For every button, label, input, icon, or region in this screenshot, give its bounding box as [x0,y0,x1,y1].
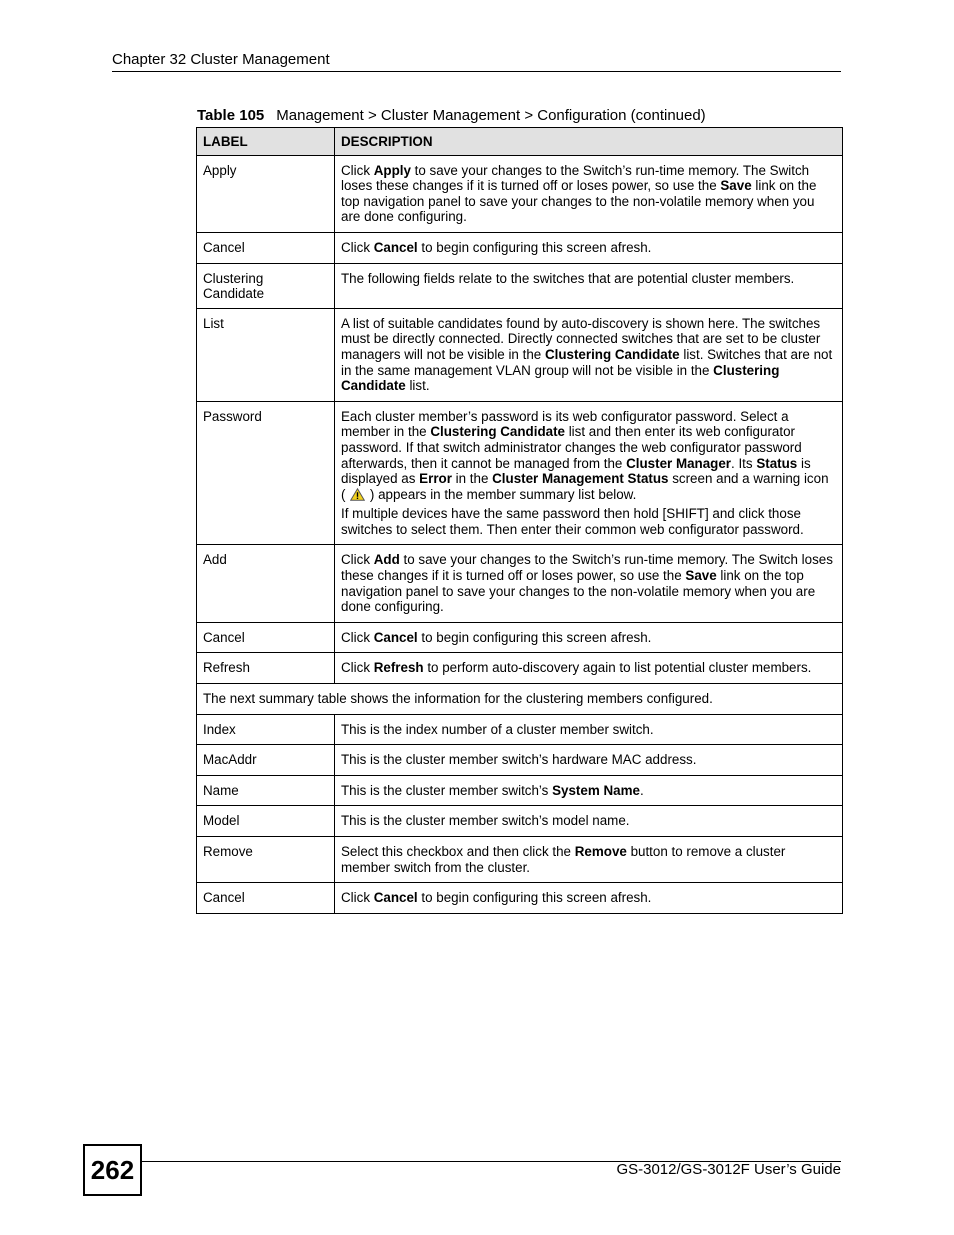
row-description: Click Refresh to perform auto-discovery again to list potential cluster members. [335,653,843,684]
table-row [197,775,843,806]
table-row [197,155,843,232]
table-title: Management > Cluster Management > Configuration (continued) [276,107,706,124]
row-description: This is the cluster member switch’s hardware MAC address. [335,745,843,776]
header-divider [112,71,841,72]
row-description: Each cluster member’s password is its web configurator password. Select a member in the Clustering Candidate list and then enter its web configurator password. If that switch administrator changes the web configurator password afterwards, then it cannot be managed from the Cluster Manager. Its Status is displayed as Error in the Cluster Management Status screen and a warning icon ( ) appears in the member summary list below. If multiple devices have the same password then hold [SHIFT] and click those switches to select them. Then enter their common web configurator password. [335,401,843,545]
row-label: Cancel [197,622,335,653]
row-label: Password [197,401,335,545]
summary-note: The next summary table shows the information for the clustering members configured. [197,684,843,715]
warning-icon [350,488,365,501]
row-label: Index [197,714,335,745]
row-description: Click Add to save your changes to the Switch’s run-time memory. The Switch loses these changes if it is turned off or loses power, so use the Save link on the top navigation panel to save your changes to the non-volatile memory when you are done configuring. [335,545,843,622]
row-label: Name [197,775,335,806]
table-row [197,806,843,837]
row-description: This is the index number of a cluster member switch. [335,714,843,745]
cluster-config-table [196,127,843,914]
table-row [197,883,843,914]
row-label: MacAddr [197,745,335,776]
row-description: This is the cluster member switch’s model name. [335,806,843,837]
page-number: 262 [83,1144,142,1196]
row-label: Model [197,806,335,837]
row-label: Cancel [197,883,335,914]
table-row [197,545,843,622]
table-number: Table 105 [197,107,265,124]
row-description: The following fields relate to the switches that are potential cluster members. [335,263,843,308]
row-label: List [197,308,335,401]
table-caption [197,107,706,124]
row-description: This is the cluster member switch’s System Name. [335,775,843,806]
table-header-row [197,128,843,156]
row-label: Clustering Candidate [197,263,335,308]
row-description: Click Cancel to begin configuring this screen afresh. [335,883,843,914]
table-row [197,401,843,545]
table-row [197,714,843,745]
table-row [197,308,843,401]
row-label: Remove [197,837,335,883]
row-description: Click Apply to save your changes to the Switch’s run-time memory. The Switch loses these changes if it is turned off or loses power, so use the Save link on the top navigation panel to save your changes to the non-volatile memory when you are done configuring. [335,155,843,232]
row-label: Add [197,545,335,622]
row-label: Refresh [197,653,335,684]
row-label: Cancel [197,232,335,263]
table-row [197,622,843,653]
label-column-header: LABEL [197,128,335,156]
row-description: Click Cancel to begin configuring this screen afresh. [335,232,843,263]
row-description: A list of suitable candidates found by auto-discovery is shown here. The switches must be directly connected. Directly connected switches that are set to be cluster managers will not be visible in the Clustering Candidate list. Switches that are not in the same management VLAN group will not be visible in the Clustering Candidate list. [335,308,843,401]
table-row [197,232,843,263]
table-row [197,653,843,684]
table-row [197,684,843,715]
row-description: Click Cancel to begin configuring this screen afresh. [335,622,843,653]
guide-title: GS-3012/GS-3012F User’s Guide [616,1161,841,1178]
table-row [197,745,843,776]
table-row [197,263,843,308]
row-description: Select this checkbox and then click the Remove button to remove a cluster member switch from the cluster. [335,837,843,883]
chapter-header: Chapter 32 Cluster Management [112,51,330,68]
description-column-header: DESCRIPTION [335,128,843,156]
table-row [197,837,843,883]
row-label: Apply [197,155,335,232]
